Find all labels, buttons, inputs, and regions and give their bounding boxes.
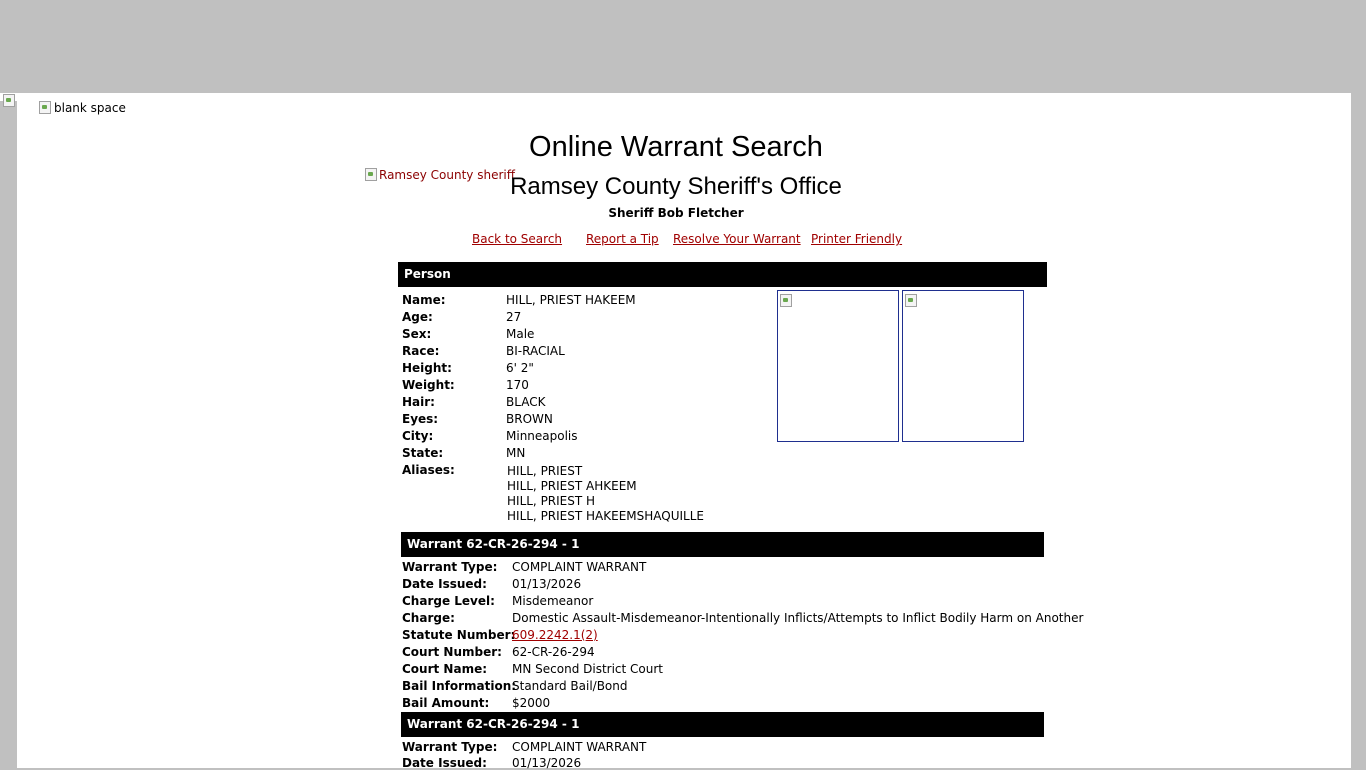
field-value: Minneapolis xyxy=(506,429,578,443)
field-label: Date Issued: xyxy=(402,756,487,770)
field-label: Bail Information: xyxy=(402,679,517,693)
field-label: Sex: xyxy=(402,327,432,341)
field-value: BI-RACIAL xyxy=(506,344,565,358)
field-label: Warrant Type: xyxy=(402,740,498,754)
statute-number-link[interactable]: 609.2242.1(2) xyxy=(512,628,598,642)
field-value: MN xyxy=(506,446,526,460)
alias-item: HILL, PRIEST H xyxy=(507,494,596,508)
right-gutter xyxy=(1351,101,1366,768)
back-to-search-link[interactable]: Back to Search xyxy=(472,232,563,246)
broken-image-icon xyxy=(3,94,17,108)
printer-friendly-link[interactable]: Printer Friendly xyxy=(811,232,903,246)
field-label: Age: xyxy=(402,310,433,324)
person-section-header: Person xyxy=(398,262,1047,287)
resolve-warrant-link[interactable]: Resolve Your Warrant xyxy=(673,232,801,246)
field-label: City: xyxy=(402,429,434,443)
field-value: 01/13/2026 xyxy=(512,577,582,591)
field-label: Hair: xyxy=(402,395,435,409)
field-value: 27 xyxy=(506,310,522,324)
field-value: Domestic Assault-Misdemeanor-Intentionally Inflicts/Attempts to Inflict Bodily Harm on Another xyxy=(512,611,1084,625)
field-label: Charge: xyxy=(402,611,455,625)
field-label: Bail Amount: xyxy=(402,696,490,710)
broken-image-icon xyxy=(905,294,917,307)
aliases-label: Aliases: xyxy=(402,463,455,477)
sheriff-name: Sheriff Bob Fletcher xyxy=(608,206,744,220)
report-tip-link[interactable]: Report a Tip xyxy=(586,232,659,246)
office-title: Ramsey County Sheriff's Office xyxy=(510,173,842,200)
field-value: HILL, PRIEST HAKEEM xyxy=(506,293,636,307)
field-value: 170 xyxy=(506,378,529,392)
field-label: Warrant Type: xyxy=(402,560,498,574)
field-label: Name: xyxy=(402,293,446,307)
field-value: Male xyxy=(506,327,535,341)
field-label: Court Number: xyxy=(402,645,502,659)
field-label: Statute Number: xyxy=(402,628,516,642)
field-label: Court Name: xyxy=(402,662,488,676)
page-title: Online Warrant Search xyxy=(529,131,823,163)
alias-item: HILL, PRIEST HAKEEMSHAQUILLE xyxy=(507,509,704,523)
field-value: MN Second District Court xyxy=(512,662,664,676)
field-label: Charge Level: xyxy=(402,594,495,608)
broken-image-icon xyxy=(780,294,792,307)
field-label: State: xyxy=(402,446,444,460)
field-value: COMPLAINT WARRANT xyxy=(512,740,647,754)
field-value: $2000 xyxy=(512,696,551,710)
field-value: 01/13/2026 xyxy=(512,756,582,770)
field-value: BROWN xyxy=(506,412,553,426)
field-value: COMPLAINT WARRANT xyxy=(512,560,647,574)
field-value: Standard Bail/Bond xyxy=(512,679,628,693)
sheriff-logo: Ramsey County sheriff xyxy=(365,168,515,182)
warrant-section-header: Warrant 62-CR-26-294 - 1 xyxy=(401,712,1044,737)
alias-item: HILL, PRIEST xyxy=(507,464,583,478)
mugshot-photo xyxy=(902,290,1024,442)
field-label: Height: xyxy=(402,361,452,375)
field-value: BLACK xyxy=(506,395,546,409)
field-label: Date Issued: xyxy=(402,577,487,591)
blank-space-image: blank space xyxy=(39,101,126,115)
field-value: 6' 2" xyxy=(506,361,534,375)
mugshot-photo xyxy=(777,290,899,442)
field-label: Race: xyxy=(402,344,440,358)
warrant-section-header: Warrant 62-CR-26-294 - 1 xyxy=(401,532,1044,557)
field-value: Misdemeanor xyxy=(512,594,594,608)
field-value: 62-CR-26-294 xyxy=(512,645,595,659)
broken-image-icon xyxy=(39,101,51,114)
field-label: Eyes: xyxy=(402,412,439,426)
field-label: Weight: xyxy=(402,378,455,392)
alias-item: HILL, PRIEST AHKEEM xyxy=(507,479,637,493)
